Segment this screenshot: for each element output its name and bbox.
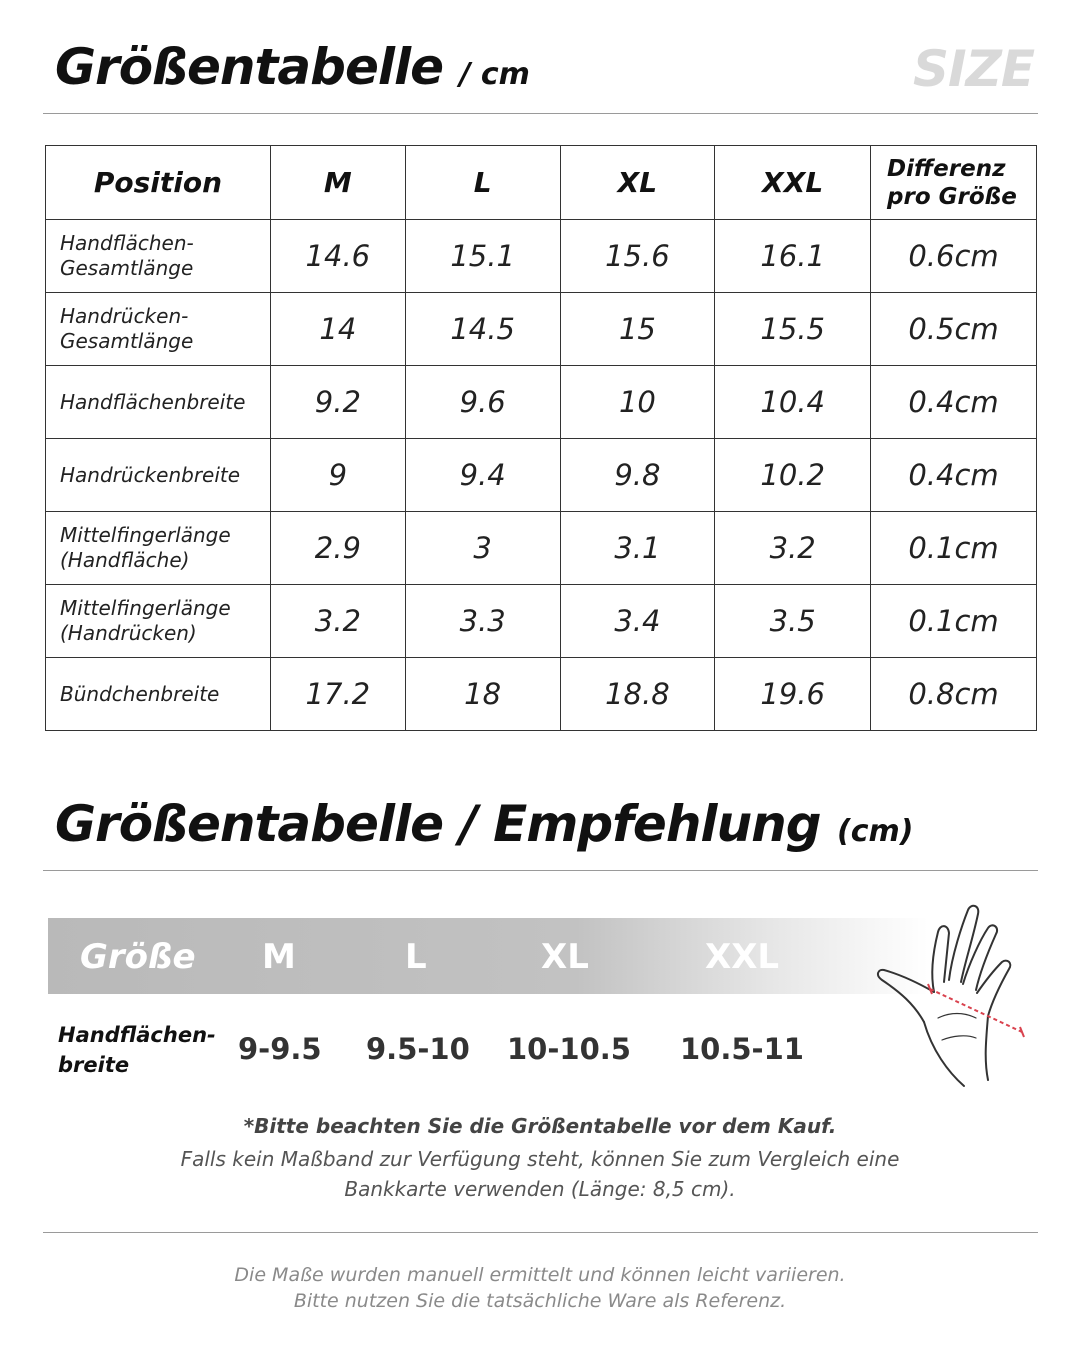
- hand-thumb: [878, 970, 934, 1022]
- position-cell: [46, 439, 271, 512]
- value-cell-xl: 9.8: [560, 439, 715, 512]
- value-cell-xxl: 3.5: [715, 585, 871, 658]
- band-label-xxl: XXL: [705, 937, 780, 977]
- hand-measure-icon: [872, 900, 1047, 1110]
- value-cell-m: 17.2: [270, 658, 405, 731]
- hand-finger-ring: [963, 925, 997, 990]
- note-line2: Bankkarte verwenden (Länge: 8,5 cm).: [344, 1177, 736, 1201]
- position-label: (Handfläche): [60, 548, 190, 572]
- value-cell-difference: 0.4cm: [871, 366, 1037, 439]
- position-label: Handrückenbreite: [60, 462, 241, 487]
- value-cell-difference: 0.6cm: [871, 220, 1037, 293]
- position-label: (Handrücken): [60, 621, 197, 645]
- table-row: [46, 658, 1037, 731]
- palm-width-label: [58, 1020, 216, 1080]
- hand-palm-lines: [938, 1014, 976, 1041]
- band-label-size: Größe: [80, 937, 196, 977]
- position-cell: [46, 512, 271, 585]
- diff-header-line2: pro Größe: [887, 183, 1017, 210]
- size-table: [45, 145, 1037, 731]
- value-cell-l: 3: [405, 512, 560, 585]
- position-cell: [46, 366, 271, 439]
- palm-width-label-line1: Handflächen-: [58, 1023, 216, 1047]
- position-label: Gesamtlänge: [60, 256, 194, 280]
- hand-finger-index: [932, 926, 949, 992]
- value-cell-xxl: 3.2: [715, 512, 871, 585]
- column-header-position: Position: [46, 146, 271, 220]
- title-text: Größentabelle: [55, 38, 444, 96]
- value-cell-xl: 3.4: [560, 585, 715, 658]
- position-label: Handflächen-: [60, 231, 194, 255]
- title-unit: / cm: [459, 57, 530, 92]
- value-cell-difference: 0.1cm: [871, 512, 1037, 585]
- value-cell-l: 9.4: [405, 439, 560, 512]
- value-cell-xl: 15.6: [560, 220, 715, 293]
- column-header-difference: [871, 146, 1037, 220]
- value-cell-difference: 0.8cm: [871, 658, 1037, 731]
- value-cell-xl: 3.1: [560, 512, 715, 585]
- value-cell-l: 3.3: [405, 585, 560, 658]
- band-label-xl: XL: [541, 937, 589, 977]
- note-bold: *Bitte beachten Sie die Größentabelle vor dem Kauf.: [243, 1114, 837, 1138]
- recommendation-title: [55, 795, 913, 853]
- table-row: [46, 293, 1037, 366]
- palm-width-label-line2: breite: [58, 1053, 130, 1077]
- footer-disclaimer: [140, 1262, 940, 1314]
- footer-line2: Bitte nutzen Sie die tatsächliche Ware als Referenz.: [293, 1290, 787, 1312]
- column-header-m: M: [270, 146, 405, 220]
- position-cell: [46, 585, 271, 658]
- divider-middle: [43, 870, 1038, 871]
- value-cell-m: 3.2: [270, 585, 405, 658]
- position-label: Handflächenbreite: [60, 389, 246, 414]
- value-cell-difference: 0.5cm: [871, 293, 1037, 366]
- value-cell-xl: 15: [560, 293, 715, 366]
- position-label: Mittelfingerlänge: [60, 523, 231, 547]
- value-cell-l: 18: [405, 658, 560, 731]
- table-row: [46, 585, 1037, 658]
- value-cell-xxl: 15.5: [715, 293, 871, 366]
- value-cell-l: 15.1: [405, 220, 560, 293]
- value-cell-l: 14.5: [405, 293, 560, 366]
- measure-line: [930, 989, 1022, 1032]
- position-label: Gesamtlänge: [60, 329, 194, 353]
- band-label-l: L: [405, 937, 427, 977]
- column-header-xxl: XXL: [715, 146, 871, 220]
- table-header-row: [46, 146, 1037, 220]
- table-row: [46, 366, 1037, 439]
- recommendation-title-unit: (cm): [836, 814, 914, 849]
- hand-finger-middle: [949, 906, 978, 982]
- position-label: Mittelfingerlänge: [60, 596, 231, 620]
- column-header-l: L: [405, 146, 560, 220]
- note-line1: Falls kein Maßband zur Verfügung steht, können Sie zum Vergleich eine: [180, 1147, 900, 1171]
- footer-line1: Die Maße wurden manuell ermittelt und können leicht variieren.: [234, 1264, 846, 1286]
- value-cell-m: 14: [270, 293, 405, 366]
- palm-width-m: 9-9.5: [238, 1032, 322, 1066]
- position-label: Handrücken-: [60, 304, 189, 328]
- divider-top: [43, 113, 1038, 114]
- band-label-m: M: [262, 937, 296, 977]
- value-cell-l: 9.6: [405, 366, 560, 439]
- position-cell: [46, 658, 271, 731]
- position-label: Bündchenbreite: [60, 681, 220, 706]
- palm-width-xl: 10-10.5: [507, 1032, 631, 1066]
- divider-bottom: [43, 1232, 1038, 1233]
- value-cell-xxl: 16.1: [715, 220, 871, 293]
- value-cell-xxl: 10.4: [715, 366, 871, 439]
- palm-width-xxl: 10.5-11: [680, 1032, 804, 1066]
- value-cell-xl: 18.8: [560, 658, 715, 731]
- size-tag: SIZE: [912, 40, 1034, 98]
- value-cell-xxl: 19.6: [715, 658, 871, 731]
- value-cell-difference: 0.4cm: [871, 439, 1037, 512]
- value-cell-m: 9: [270, 439, 405, 512]
- hand-palm-edges: [924, 1016, 988, 1086]
- page-title: [55, 38, 530, 96]
- table-row: [46, 220, 1037, 293]
- table-row: [46, 512, 1037, 585]
- value-cell-m: 14.6: [270, 220, 405, 293]
- position-cell: [46, 220, 271, 293]
- column-header-xl: XL: [560, 146, 715, 220]
- value-cell-xl: 10: [560, 366, 715, 439]
- palm-width-l: 9.5-10: [366, 1032, 470, 1066]
- value-cell-xxl: 10.2: [715, 439, 871, 512]
- table-row: [46, 439, 1037, 512]
- value-cell-m: 9.2: [270, 366, 405, 439]
- recommendation-title-text: Größentabelle / Empfehlung: [55, 795, 821, 853]
- value-cell-difference: 0.1cm: [871, 585, 1037, 658]
- position-cell: [46, 293, 271, 366]
- note-text: [140, 1144, 940, 1204]
- value-cell-m: 2.9: [270, 512, 405, 585]
- diff-header-line1: Differenz: [887, 155, 1006, 182]
